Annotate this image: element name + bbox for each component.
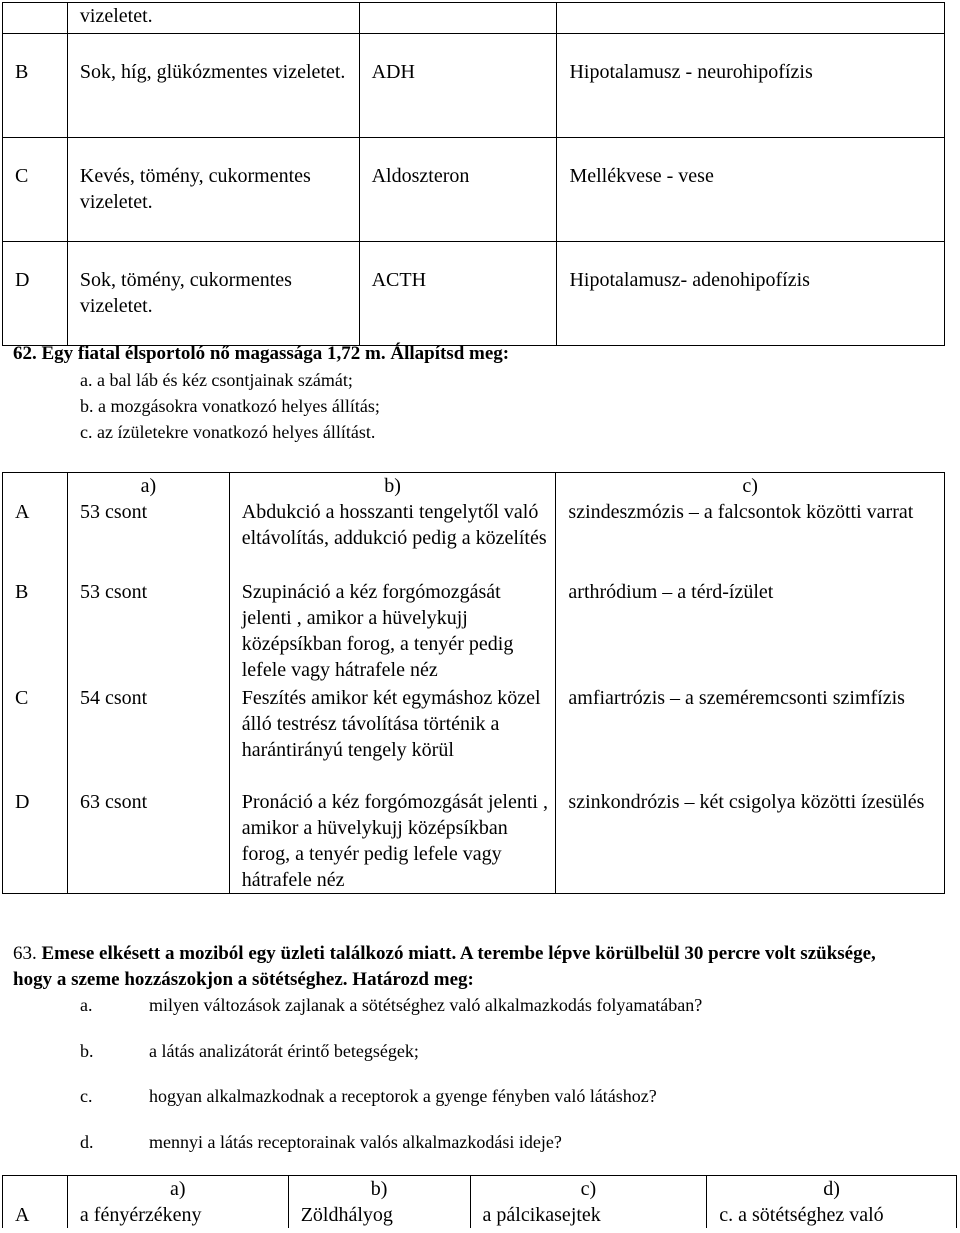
question-62-title: 62. Egy fiatal élsportoló nő magassága 1,72 m. Állapítsd meg:: [13, 343, 510, 364]
row-letter: C: [3, 685, 68, 789]
question-62-item-c: c. az ízületekre vonatkozó helyes állítást.: [80, 422, 376, 442]
row-letter: B: [3, 579, 68, 685]
table-header-row: [3, 473, 945, 500]
question-62-item-b: b. a mozgásokra vonatkozó helyes állítás;: [80, 396, 380, 416]
header-cell-b: b): [229, 473, 556, 500]
row-letter: B: [3, 34, 68, 138]
cell-text: Zöldhályog: [288, 1202, 470, 1228]
cell-text: 53 csont: [67, 499, 229, 579]
question-63-item-a-label: a.: [80, 995, 93, 1015]
cell-text: Abdukció a hosszanti tengelytől való eltávolítás, addukció pedig a közelítés: [229, 499, 556, 579]
question-63-item-a-text: milyen változások zajlanak a sötétséghez való alkalmazkodás folyamatában?: [149, 995, 703, 1015]
header-cell: [3, 473, 68, 500]
row-letter: D: [3, 242, 68, 346]
cell-text: a pálcikasejtek: [470, 1202, 707, 1228]
question-63-item-c-text: hogyan alkalmazkodnak a receptorok a gyenge fényben való látáshoz?: [149, 1086, 657, 1106]
table-row: [3, 789, 945, 894]
cell-text: arthródium – a térd-ízület: [556, 579, 945, 685]
cell-text: 53 csont: [67, 579, 229, 685]
table-row: [3, 242, 945, 346]
answer-table-62: [2, 472, 945, 894]
cell-text: Szupináció a kéz forgómozgását jelenti , amikor a hüvelykujj középsíkban forog, a tenyér pedig lefele vagy hátrafele néz: [229, 579, 556, 685]
cell-text: Mellékvese - vese: [557, 138, 945, 242]
cell-text: ADH: [359, 34, 557, 138]
cell-text: Pronáció a kéz forgómozgását jelenti , amikor a hüvelykujj középsíkban forog, a tenyér pedig lefele vagy hátrafele néz: [229, 789, 556, 894]
header-cell-a: a): [67, 1176, 288, 1203]
table-row: [3, 499, 945, 579]
row-letter: [3, 3, 68, 34]
cell-text: Sok, híg, glükózmentes vizeletet.: [67, 34, 359, 138]
cell-text: 63 csont: [67, 789, 229, 894]
answer-table-61: [2, 2, 945, 346]
cell-text: ACTH: [359, 242, 557, 346]
row-letter: C: [3, 138, 68, 242]
cell-text: Aldoszteron: [359, 138, 557, 242]
table-row: [3, 34, 945, 138]
header-cell-a: a): [67, 473, 229, 500]
header-cell-b: b): [288, 1176, 470, 1203]
table-row: [3, 3, 945, 34]
question-text: Emese elkésett a moziból egy üzleti találkozó miatt. A terembe lépve körülbelül 30 percre volt szüksége, hogy a szeme hozzászokjon a sötétséghez. Határozd meg:: [13, 943, 876, 990]
cell-text: 54 csont: [67, 685, 229, 789]
header-cell-d: d): [707, 1176, 957, 1203]
table-row: [3, 579, 945, 685]
cell-text: Hipotalamusz - neurohipofízis: [557, 34, 945, 138]
question-62-item-a: a. a bal láb és kéz csontjainak számát;: [80, 370, 353, 390]
cell-text: Kevés, tömény, cukormentes vizeletet.: [67, 138, 359, 242]
row-letter: A: [3, 499, 68, 579]
answer-table-63: [2, 1175, 957, 1228]
cell-text: [557, 3, 945, 34]
header-cell-c: c): [556, 473, 945, 500]
cell-text: vizeletet.: [67, 3, 359, 34]
header-cell-c: c): [470, 1176, 707, 1203]
cell-text: [359, 3, 557, 34]
table-row: [3, 1202, 957, 1228]
cell-text: szinkondrózis – két csigolya közötti ízesülés: [556, 789, 945, 894]
cell-text: c. a sötétséghez való: [707, 1202, 957, 1228]
row-letter: A: [3, 1202, 68, 1228]
header-cell: [3, 1176, 68, 1203]
question-63-item-d-label: d.: [80, 1132, 94, 1152]
table-header-row: [3, 1176, 957, 1203]
question-63-item-b-label: b.: [80, 1041, 94, 1061]
question-63-item-d-text: mennyi a látás receptorainak valós alkalmazkodási ideje?: [149, 1132, 562, 1152]
question-number: 63.: [13, 943, 37, 964]
cell-text: szindeszmózis – a falcsontok közötti varrat: [556, 499, 945, 579]
table-row: [3, 138, 945, 242]
question-63-title: [13, 941, 913, 993]
question-63-item-c-label: c.: [80, 1086, 93, 1106]
row-letter: D: [3, 789, 68, 894]
question-63-item-b-text: a látás analizátorát érintő betegségek;: [149, 1041, 419, 1061]
cell-text: a fényérzékeny: [67, 1202, 288, 1228]
table-row: [3, 685, 945, 789]
cell-text: Hipotalamusz- adenohipofízis: [557, 242, 945, 346]
cell-text: amfiartrózis – a szeméremcsonti szimfízis: [556, 685, 945, 789]
cell-text: Feszítés amikor két egymáshoz közel álló testrész távolítása történik a harántirányú tengely körül: [229, 685, 556, 789]
cell-text: Sok, tömény, cukormentes vizeletet.: [67, 242, 359, 346]
